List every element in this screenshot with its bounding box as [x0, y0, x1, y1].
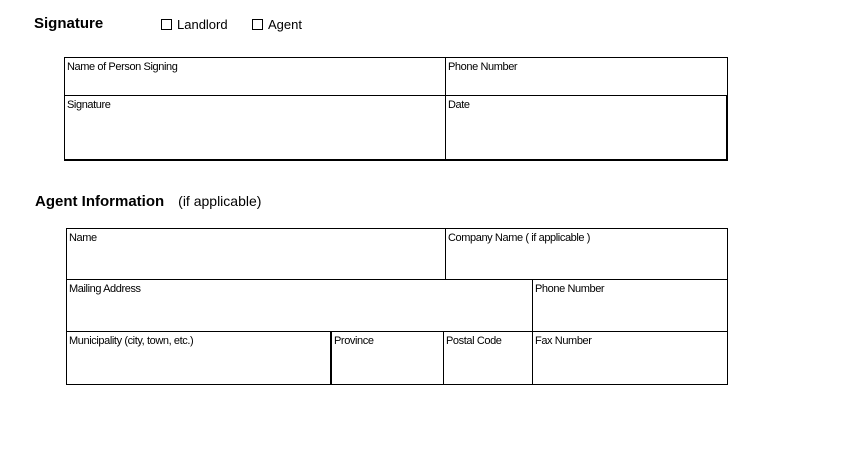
name-of-person-signing-label: Name of Person Signing — [67, 61, 178, 73]
company-name-label: Company Name ( if applicable ) — [448, 232, 591, 244]
landlord-label: Landlord — [177, 17, 228, 32]
signature-heading: Signature — [34, 15, 104, 32]
fax-number-field[interactable] — [532, 331, 728, 385]
municipality-label: Municipality (city, town, etc.) — [69, 335, 194, 347]
postal-code-field[interactable] — [443, 331, 533, 385]
postal-code-label: Postal Code — [446, 335, 502, 347]
agent-option[interactable] — [252, 17, 302, 32]
agent-label: Agent — [268, 17, 302, 32]
agent-name-field[interactable] — [66, 228, 446, 280]
landlord-option[interactable] — [161, 17, 228, 32]
date-label: Date — [448, 99, 470, 111]
company-name-field[interactable] — [445, 228, 728, 280]
agent-phone-number-field[interactable] — [532, 279, 728, 332]
name-of-person-signing-field[interactable] — [64, 57, 446, 96]
agent-information-note: (if applicable) — [178, 193, 262, 209]
date-field[interactable] — [445, 95, 728, 161]
agent-checkbox[interactable] — [252, 19, 263, 30]
agent-phone-number-label: Phone Number — [535, 283, 605, 295]
signer-phone-number-field[interactable] — [445, 57, 728, 96]
signature-field[interactable] — [64, 95, 446, 161]
mailing-address-field[interactable] — [66, 279, 533, 332]
province-field[interactable] — [331, 331, 444, 385]
province-label: Province — [334, 335, 374, 347]
agent-name-label: Name — [69, 232, 97, 244]
landlord-checkbox[interactable] — [161, 19, 172, 30]
fax-number-label: Fax Number — [535, 335, 592, 347]
agent-information-heading: Agent Information — [35, 193, 165, 210]
signer-phone-number-label: Phone Number — [448, 61, 518, 73]
municipality-field[interactable] — [66, 331, 332, 385]
mailing-address-label: Mailing Address — [69, 283, 141, 295]
agent-information-header — [35, 193, 261, 210]
signature-label: Signature — [67, 99, 111, 111]
